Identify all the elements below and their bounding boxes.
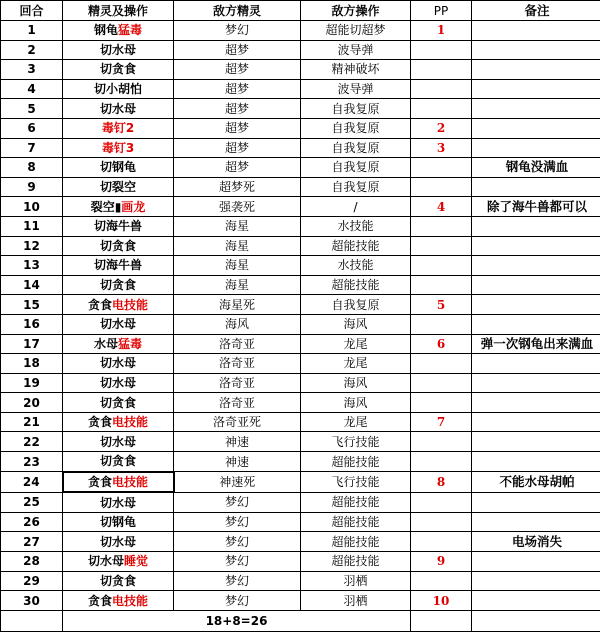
- header-enemy[interactable]: 敌方精灵: [174, 1, 301, 21]
- cell-note[interactable]: [472, 79, 600, 99]
- cell-pp[interactable]: [411, 177, 472, 197]
- cell-pp[interactable]: [411, 452, 472, 472]
- op-text: 钢龟: [94, 23, 118, 37]
- op-text: 贪食: [88, 415, 112, 429]
- cell-enemy-op[interactable]: 超能技能: [301, 512, 411, 532]
- cell-note[interactable]: [472, 314, 600, 334]
- cell-round[interactable]: 20: [1, 393, 63, 413]
- table-row: [1, 99, 600, 119]
- table-row: [1, 571, 600, 591]
- cell-note[interactable]: [472, 138, 600, 158]
- cell-enemy[interactable]: 海星死: [174, 295, 301, 315]
- cell-enemy[interactable]: 海星: [174, 216, 301, 236]
- op-highlight-text: 电技能: [112, 475, 148, 489]
- cell-op[interactable]: [63, 40, 174, 60]
- cell-round[interactable]: 18: [1, 354, 63, 374]
- op-text: 切海牛兽: [94, 258, 142, 272]
- table-row: [1, 532, 600, 552]
- op-text: 切裂空: [100, 180, 136, 194]
- op-text: 切贪食: [100, 574, 136, 588]
- cell-op[interactable]: [63, 571, 174, 591]
- op-highlight-text: 画龙: [121, 200, 145, 214]
- op-text: 切水母: [100, 356, 136, 370]
- cell-pp[interactable]: [411, 236, 472, 256]
- cell-round[interactable]: 14: [1, 275, 63, 295]
- table-row: [1, 552, 600, 572]
- op-text: 切小胡怕: [94, 82, 142, 96]
- cell-enemy[interactable]: 超梦: [174, 158, 301, 178]
- cell-enemy-op[interactable]: 自我复原: [301, 118, 411, 138]
- header-pp[interactable]: PP: [411, 1, 472, 21]
- header-note[interactable]: 备注: [472, 1, 600, 21]
- table-row: [1, 236, 600, 256]
- cell-note[interactable]: [472, 295, 600, 315]
- op-text: 切贪食: [100, 62, 136, 76]
- op-text: 切水母: [100, 535, 136, 549]
- cell-op[interactable]: [63, 118, 174, 138]
- table-row: [1, 591, 600, 611]
- cell-enemy-op[interactable]: 自我复原: [301, 177, 411, 197]
- cell-op[interactable]: [63, 373, 174, 393]
- cell-enemy-op[interactable]: 超能技能: [301, 492, 411, 512]
- cell-round[interactable]: 10: [1, 197, 63, 217]
- cell-pp[interactable]: [411, 256, 472, 276]
- op-text: 贪食: [88, 594, 112, 608]
- cell-enemy[interactable]: 超梦死: [174, 177, 301, 197]
- cell-enemy-op[interactable]: 海风: [301, 393, 411, 413]
- cell-op[interactable]: [63, 295, 174, 315]
- cell-enemy[interactable]: 强袭死: [174, 197, 301, 217]
- cell-enemy-op[interactable]: 超能技能: [301, 532, 411, 552]
- cell-enemy-op[interactable]: 超能技能: [301, 236, 411, 256]
- cell-enemy[interactable]: 海星: [174, 275, 301, 295]
- cell-enemy-op[interactable]: 水技能: [301, 256, 411, 276]
- op-text: 切海牛兽: [94, 219, 142, 233]
- cell-round[interactable]: 3: [1, 60, 63, 80]
- cell-note[interactable]: [472, 177, 600, 197]
- cell-op[interactable]: [63, 158, 174, 178]
- cell-enemy-op[interactable]: 自我复原: [301, 138, 411, 158]
- cell-enemy-op[interactable]: 羽栖: [301, 591, 411, 611]
- cell-op[interactable]: [63, 177, 174, 197]
- cell-pp[interactable]: 10: [411, 591, 472, 611]
- op-highlight-text: 电技能: [112, 298, 148, 312]
- cell-op[interactable]: [63, 532, 174, 552]
- cell-enemy[interactable]: 超梦: [174, 40, 301, 60]
- op-text: 切钢龟: [100, 160, 136, 174]
- cell-op[interactable]: [63, 512, 174, 532]
- cell-enemy-op[interactable]: 精神破坏: [301, 60, 411, 80]
- cell-round[interactable]: 16: [1, 314, 63, 334]
- cell-op[interactable]: [63, 138, 174, 158]
- cell-op[interactable]: [63, 197, 174, 217]
- cell-enemy[interactable]: 梦幻: [174, 532, 301, 552]
- cell-enemy-op[interactable]: 龙尾: [301, 354, 411, 374]
- table-row: [1, 21, 600, 41]
- cell-enemy-op[interactable]: 水技能: [301, 216, 411, 236]
- cell-enemy-op[interactable]: 超能切超梦: [301, 21, 411, 41]
- cell-round[interactable]: 28: [1, 552, 63, 572]
- cell-enemy[interactable]: 梦幻: [174, 591, 301, 611]
- cell-note[interactable]: 电场消失: [472, 532, 600, 552]
- op-highlight-text: 睡觉: [124, 554, 148, 568]
- cell-round[interactable]: 29: [1, 571, 63, 591]
- op-text: 切水母: [100, 376, 136, 390]
- cell-enemy[interactable]: 海星: [174, 236, 301, 256]
- cell-enemy[interactable]: 超梦: [174, 60, 301, 80]
- cell-enemy[interactable]: 超梦: [174, 118, 301, 138]
- cell-note[interactable]: [472, 512, 600, 532]
- header-row: [1, 1, 600, 21]
- table-row: [1, 79, 600, 99]
- cell-note[interactable]: 钢龟没满血: [472, 158, 600, 178]
- cell-enemy-op[interactable]: 飞行技能: [301, 472, 411, 493]
- cell-note[interactable]: [472, 21, 600, 41]
- table-row: [1, 354, 600, 374]
- cell-enemy[interactable]: 洛奇亚: [174, 393, 301, 413]
- summary-pp-cell[interactable]: [411, 610, 472, 631]
- cell-enemy[interactable]: 海星: [174, 256, 301, 276]
- cell-pp[interactable]: [411, 492, 472, 512]
- op-text: 贪食: [88, 475, 112, 489]
- cell-pp[interactable]: 7: [411, 412, 472, 432]
- cell-enemy[interactable]: 梦幻: [174, 21, 301, 41]
- cell-round[interactable]: 9: [1, 177, 63, 197]
- cell-note[interactable]: [472, 452, 600, 472]
- op-highlight-text: 猛毒: [118, 23, 142, 37]
- op-text: 水母: [94, 337, 118, 351]
- cell-pp[interactable]: [411, 158, 472, 178]
- cell-op[interactable]: [63, 216, 174, 236]
- cell-round[interactable]: 15: [1, 295, 63, 315]
- table-row: [1, 512, 600, 532]
- cell-pp[interactable]: [411, 354, 472, 374]
- cell-pp[interactable]: [411, 373, 472, 393]
- cell-note[interactable]: 除了海牛兽都可以: [472, 197, 600, 217]
- header-op[interactable]: 精灵及操作: [63, 1, 174, 21]
- cell-enemy[interactable]: 洛奇亚死: [174, 412, 301, 432]
- cell-note[interactable]: 弹一次钢龟出来满血: [472, 334, 600, 354]
- op-text: 切钢龟: [100, 515, 136, 529]
- table-row: [1, 295, 600, 315]
- cell-enemy-op[interactable]: 飞行技能: [301, 432, 411, 452]
- table-row: [1, 412, 600, 432]
- cell-enemy[interactable]: 洛奇亚: [174, 334, 301, 354]
- summary-row: [1, 610, 600, 631]
- cell-enemy-op[interactable]: 羽栖: [301, 571, 411, 591]
- cell-pp[interactable]: [411, 314, 472, 334]
- table-row: [1, 373, 600, 393]
- header-round[interactable]: 回合: [1, 1, 63, 21]
- cell-pp[interactable]: 6: [411, 334, 472, 354]
- cell-round[interactable]: 25: [1, 492, 63, 512]
- cell-round[interactable]: 12: [1, 236, 63, 256]
- cell-round[interactable]: 13: [1, 256, 63, 276]
- cell-note[interactable]: [472, 216, 600, 236]
- cell-note[interactable]: [472, 354, 600, 374]
- summary-formula[interactable]: 18+8=26: [63, 610, 411, 631]
- cell-enemy-op[interactable]: 波导弹: [301, 40, 411, 60]
- cell-op[interactable]: [63, 452, 174, 472]
- cell-enemy[interactable]: 神速死: [174, 472, 301, 493]
- cell-enemy[interactable]: 超梦: [174, 79, 301, 99]
- cell-note[interactable]: [472, 552, 600, 572]
- cell-enemy[interactable]: 洛奇亚: [174, 354, 301, 374]
- cell-round[interactable]: 17: [1, 334, 63, 354]
- op-text: 切贪食: [100, 396, 136, 410]
- summary-note-cell[interactable]: [472, 610, 600, 631]
- table-row: [1, 432, 600, 452]
- cell-note[interactable]: [472, 118, 600, 138]
- cell-round[interactable]: 8: [1, 158, 63, 178]
- cell-note[interactable]: 不能水母胡帕: [472, 472, 600, 493]
- cell-op[interactable]: [63, 99, 174, 119]
- cell-op[interactable]: [63, 552, 174, 572]
- cell-round[interactable]: 23: [1, 452, 63, 472]
- cell-round[interactable]: 4: [1, 79, 63, 99]
- cell-round[interactable]: 22: [1, 432, 63, 452]
- cell-pp[interactable]: [411, 99, 472, 119]
- cell-pp[interactable]: [411, 216, 472, 236]
- op-text: 切水母: [100, 317, 136, 331]
- table-row: [1, 314, 600, 334]
- cell-note[interactable]: [472, 432, 600, 452]
- cell-pp[interactable]: [411, 40, 472, 60]
- op-text: 切贪食: [100, 239, 136, 253]
- cell-enemy-op[interactable]: 龙尾: [301, 412, 411, 432]
- cell-note[interactable]: [472, 236, 600, 256]
- cell-note[interactable]: [472, 373, 600, 393]
- cell-op[interactable]: [63, 60, 174, 80]
- cell-op[interactable]: [63, 79, 174, 99]
- cell-note[interactable]: [472, 40, 600, 60]
- cell-round[interactable]: 5: [1, 99, 63, 119]
- cell-note[interactable]: [472, 393, 600, 413]
- cell-enemy-op[interactable]: /: [301, 197, 411, 217]
- table-row: [1, 492, 600, 512]
- op-text: 切水母: [100, 496, 136, 510]
- op-highlight-text: 电技能: [112, 594, 148, 608]
- cell-pp[interactable]: [411, 275, 472, 295]
- table-row: [1, 158, 600, 178]
- cell-op[interactable]: [63, 275, 174, 295]
- cell-enemy[interactable]: 梦幻: [174, 512, 301, 532]
- cell-op[interactable]: [63, 314, 174, 334]
- cell-pp[interactable]: 9: [411, 552, 472, 572]
- cell-round[interactable]: 7: [1, 138, 63, 158]
- cell-round[interactable]: 2: [1, 40, 63, 60]
- cell-note[interactable]: [472, 99, 600, 119]
- cell-round[interactable]: 19: [1, 373, 63, 393]
- cell-op[interactable]: [63, 354, 174, 374]
- cell-enemy[interactable]: 梦幻: [174, 492, 301, 512]
- cell-enemy-op[interactable]: 超能技能: [301, 275, 411, 295]
- op-text: 裂空▮: [91, 200, 122, 214]
- cell-pp[interactable]: [411, 432, 472, 452]
- cell-pp[interactable]: [411, 571, 472, 591]
- cell-pp[interactable]: 8: [411, 472, 472, 493]
- cell-note[interactable]: [472, 412, 600, 432]
- cell-enemy-op[interactable]: 超能技能: [301, 452, 411, 472]
- op-highlight-text: 猛毒: [118, 337, 142, 351]
- cell-enemy-op[interactable]: 海风: [301, 373, 411, 393]
- cell-enemy[interactable]: 洛奇亚: [174, 373, 301, 393]
- table-row: [1, 472, 600, 493]
- cell-op[interactable]: [63, 393, 174, 413]
- cell-enemy-op[interactable]: 海风: [301, 314, 411, 334]
- cell-pp[interactable]: [411, 512, 472, 532]
- cell-note[interactable]: [472, 275, 600, 295]
- cell-enemy[interactable]: 神速: [174, 432, 301, 452]
- cell-pp[interactable]: [411, 532, 472, 552]
- cell-enemy[interactable]: 梦幻: [174, 552, 301, 572]
- cell-op[interactable]: [63, 256, 174, 276]
- cell-enemy-op[interactable]: 自我复原: [301, 158, 411, 178]
- op-text: 切贪食: [100, 278, 136, 292]
- cell-pp[interactable]: 4: [411, 197, 472, 217]
- cell-note[interactable]: [472, 492, 600, 512]
- op-text: 贪食: [88, 298, 112, 312]
- op-text: 切水母: [100, 102, 136, 116]
- table-row: [1, 334, 600, 354]
- cell-round[interactable]: 24: [1, 472, 63, 493]
- cell-op[interactable]: [63, 334, 174, 354]
- cell-note[interactable]: [472, 256, 600, 276]
- table-row: [1, 40, 600, 60]
- cell-enemy-op[interactable]: 自我复原: [301, 295, 411, 315]
- cell-note[interactable]: [472, 591, 600, 611]
- op-text: 切水母: [88, 554, 124, 568]
- cell-pp[interactable]: [411, 393, 472, 413]
- cell-pp[interactable]: [411, 60, 472, 80]
- cell-pp[interactable]: 3: [411, 138, 472, 158]
- cell-round[interactable]: 6: [1, 118, 63, 138]
- table-row: [1, 118, 600, 138]
- cell-op[interactable]: [63, 492, 174, 512]
- cell-enemy[interactable]: 梦幻: [174, 571, 301, 591]
- op-highlight-text: 毒钉2: [102, 121, 134, 135]
- table-row: [1, 275, 600, 295]
- cell-enemy[interactable]: 海风: [174, 314, 301, 334]
- cell-op[interactable]: [63, 236, 174, 256]
- table-row: [1, 177, 600, 197]
- cell-enemy-op[interactable]: 超能技能: [301, 552, 411, 572]
- cell-note[interactable]: [472, 571, 600, 591]
- cell-pp[interactable]: 2: [411, 118, 472, 138]
- cell-pp[interactable]: [411, 79, 472, 99]
- op-text: 切水母: [100, 43, 136, 57]
- header-enemy-op[interactable]: 敌方操作: [301, 1, 411, 21]
- op-text: 切贪食: [100, 454, 136, 468]
- cell-round[interactable]: 21: [1, 412, 63, 432]
- cell-enemy[interactable]: 神速: [174, 452, 301, 472]
- cell-note[interactable]: [472, 60, 600, 80]
- cell-op[interactable]: [63, 472, 174, 493]
- cell-round[interactable]: 26: [1, 512, 63, 532]
- cell-enemy-op[interactable]: 波导弹: [301, 79, 411, 99]
- cell-op[interactable]: [63, 21, 174, 41]
- table-row: [1, 138, 600, 158]
- cell-round[interactable]: 11: [1, 216, 63, 236]
- cell-round[interactable]: 1: [1, 21, 63, 41]
- cell-enemy[interactable]: 超梦: [174, 99, 301, 119]
- cell-pp[interactable]: 5: [411, 295, 472, 315]
- cell-enemy-op[interactable]: 自我复原: [301, 99, 411, 119]
- op-text: 切水母: [100, 435, 136, 449]
- cell-pp[interactable]: 1: [411, 21, 472, 41]
- op-highlight-text: 电技能: [112, 415, 148, 429]
- table-row: [1, 452, 600, 472]
- cell-round[interactable]: 27: [1, 532, 63, 552]
- table-row: [1, 393, 600, 413]
- table-row: [1, 197, 600, 217]
- summary-empty-cell[interactable]: [1, 610, 63, 631]
- cell-enemy-op[interactable]: 龙尾: [301, 334, 411, 354]
- cell-op[interactable]: [63, 412, 174, 432]
- table-row: [1, 256, 600, 276]
- cell-enemy[interactable]: 超梦: [174, 138, 301, 158]
- table-row: [1, 60, 600, 80]
- cell-op[interactable]: [63, 432, 174, 452]
- cell-op[interactable]: [63, 591, 174, 611]
- table-row: [1, 216, 600, 236]
- op-highlight-text: 毒钉3: [102, 141, 134, 155]
- cell-round[interactable]: 30: [1, 591, 63, 611]
